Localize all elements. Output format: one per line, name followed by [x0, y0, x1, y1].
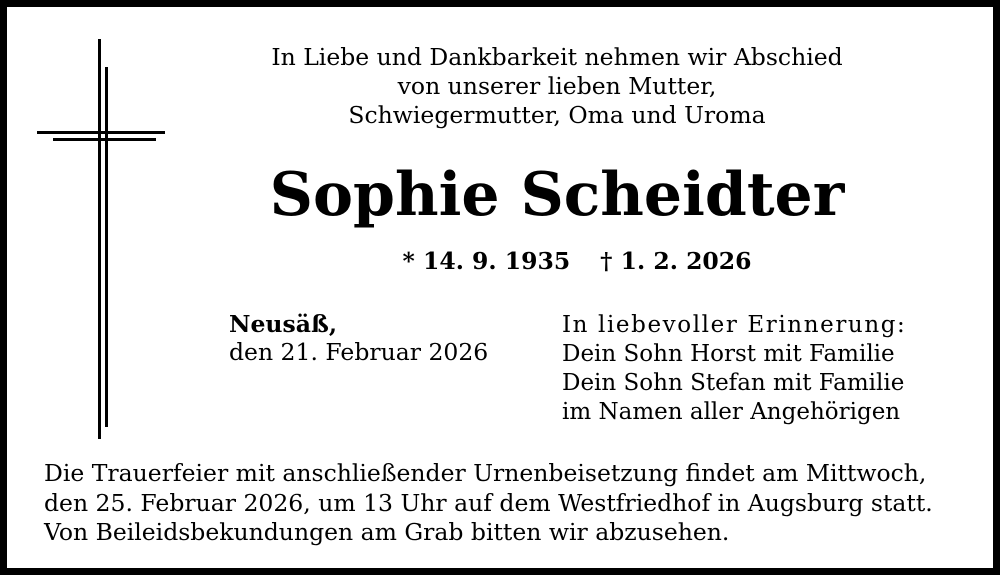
deceased-name: Sophie Scheidter: [269, 160, 845, 230]
footer-line: den 25. Februar 2026, um 13 Uhr auf dem Westfriedhof in Augsburg statt.: [44, 488, 933, 517]
intro-line: In Liebe und Dankbarkeit nehmen wir Abschied: [271, 43, 843, 71]
intro-text: [237, 43, 877, 130]
signer-line: im Namen aller Angehörigen: [562, 399, 901, 425]
funeral-info: [44, 459, 933, 548]
signer-line: Dein Sohn Horst mit Familie: [562, 341, 895, 367]
signer-line: Dein Sohn Stefan mit Familie: [562, 370, 905, 396]
footer-line: Von Beileidsbekundungen am Grab bitten wir abzusehen.: [44, 518, 730, 546]
intro-line: von unserer lieben Mutter,: [397, 72, 717, 100]
notice-date: den 21. Februar 2026: [229, 338, 489, 366]
signers-block: [562, 311, 906, 427]
death-date: † 1. 2. 2026: [600, 247, 752, 275]
cross-icon: [7, 7, 207, 447]
place-name: Neusäß,: [229, 310, 338, 338]
intro-line: Schwiegermutter, Oma und Uroma: [348, 101, 766, 129]
signers-heading: In liebevoller Erinnerung:: [562, 312, 907, 338]
place-and-date: [229, 310, 488, 366]
footer-line: Die Trauerfeier mit anschließender Urnenbeisetzung findet am Mittwoch,: [44, 459, 927, 487]
birth-date: * 14. 9. 1935: [402, 247, 571, 275]
life-dates: [327, 246, 827, 276]
